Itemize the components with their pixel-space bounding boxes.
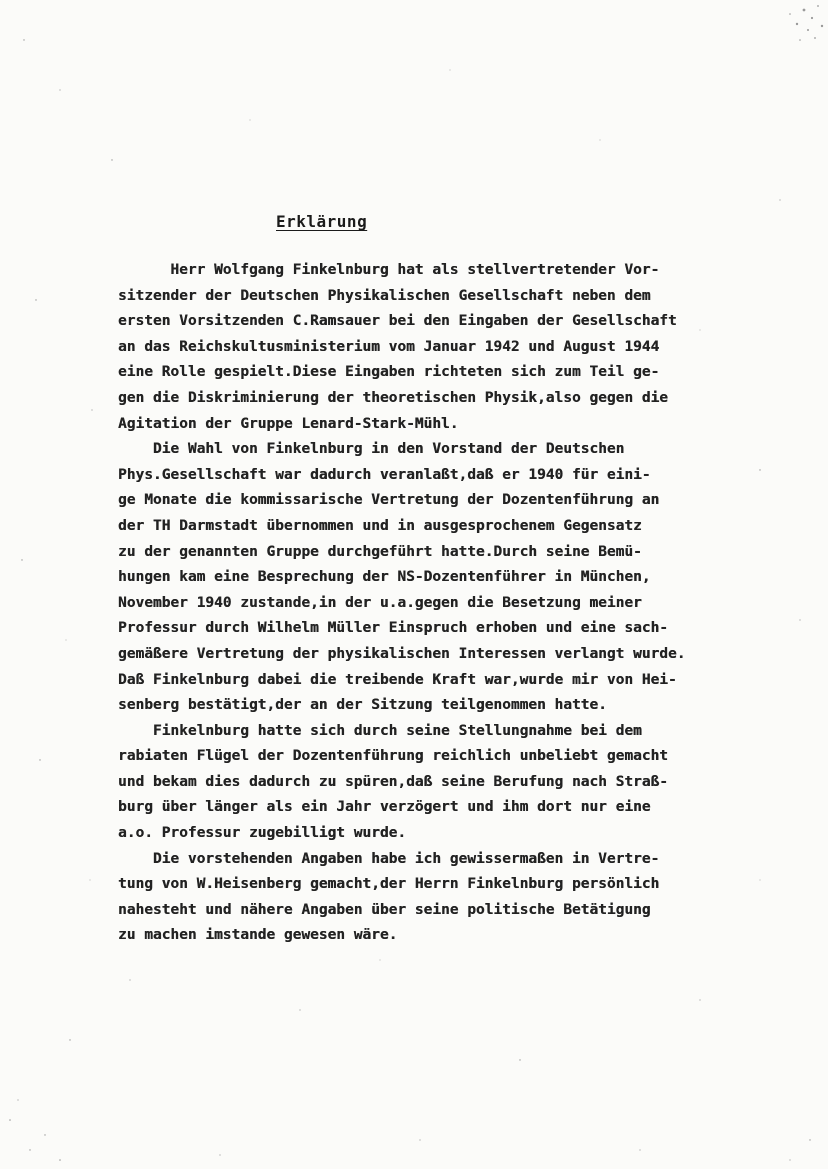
body-line: November 1940 zustande,in der u.a.gegen die Besetzung meiner bbox=[118, 594, 642, 611]
body-line: und bekam dies dadurch zu spüren,daß seine Berufung nach Straß- bbox=[118, 773, 668, 790]
body-line: der TH Darmstadt übernommen und in ausgesprochenem Gegensatz bbox=[118, 517, 642, 534]
body-line: a.o. Professur zugebilligt wurde. bbox=[118, 825, 407, 842]
body-line: eine Rolle gespielt.Diese Eingaben richteten sich zum Teil ge- bbox=[118, 364, 660, 381]
body-line: zu machen imstande gewesen wäre. bbox=[118, 927, 398, 944]
body-line: Die Wahl von Finkelnburg in den Vorstand der Deutschen bbox=[118, 441, 625, 458]
body-line: rabiaten Flügel der Dozentenführung reichlich unbeliebt gemacht bbox=[118, 748, 668, 765]
body-line: senberg bestätigt,der an der Sitzung teilgenommen hatte. bbox=[118, 697, 607, 714]
body-line: nahesteht und nähere Angaben über seine politische Betätigung bbox=[118, 901, 651, 918]
body-line: Finkelnburg hatte sich durch seine Stellungnahme bei dem bbox=[118, 722, 642, 739]
body-line: zu der genannten Gruppe durchgeführt hatte.Durch seine Bemü- bbox=[118, 543, 642, 560]
body-line: sitzender der Deutschen Physikalischen Gesellschaft neben dem bbox=[118, 287, 651, 304]
body-line: ersten Vorsitzenden C.Ramsauer bei den Eingaben der Gesellschaft bbox=[118, 313, 677, 330]
body-line: gemäßere Vertretung der physikalischen Interessen verlangt wurde. bbox=[118, 645, 686, 662]
body-line: ge Monate die kommissarische Vertretung der Dozentenführung an bbox=[118, 492, 660, 509]
body-line: Herr Wolfgang Finkelnburg hat als stellvertretender Vor- bbox=[118, 262, 660, 278]
body-line: gen die Diskriminierung der theoretischen Physik,also gegen die bbox=[118, 389, 668, 406]
body-line: Agitation der Gruppe Lenard-Stark-Mühl. bbox=[118, 415, 459, 432]
body-line: Die vorstehenden Angaben habe ich gewissermaßen in Vertre- bbox=[118, 850, 660, 867]
body-line: hungen kam eine Besprechung der NS-Dozentenführer in München, bbox=[118, 569, 651, 586]
body-line: Daß Finkelnburg dabei die treibende Kraft war,wurde mir von Hei- bbox=[118, 671, 677, 688]
body-line: Professur durch Wilhelm Müller Einspruch erhoben und eine sach- bbox=[118, 620, 668, 637]
document-title: Erklärung bbox=[276, 212, 368, 231]
body-line: burg über länger als ein Jahr verzögert und ihm dort nur eine bbox=[118, 799, 651, 816]
body-line: an das Reichskultusministerium vom Januar 1942 und August 1944 bbox=[118, 338, 660, 355]
document-body bbox=[118, 258, 798, 949]
body-line: tung von W.Heisenberg gemacht,der Herrn Finkelnburg persönlich bbox=[118, 876, 660, 893]
body-line: Phys.Gesellschaft war dadurch veranlaßt,daß er 1940 für eini- bbox=[118, 466, 651, 483]
